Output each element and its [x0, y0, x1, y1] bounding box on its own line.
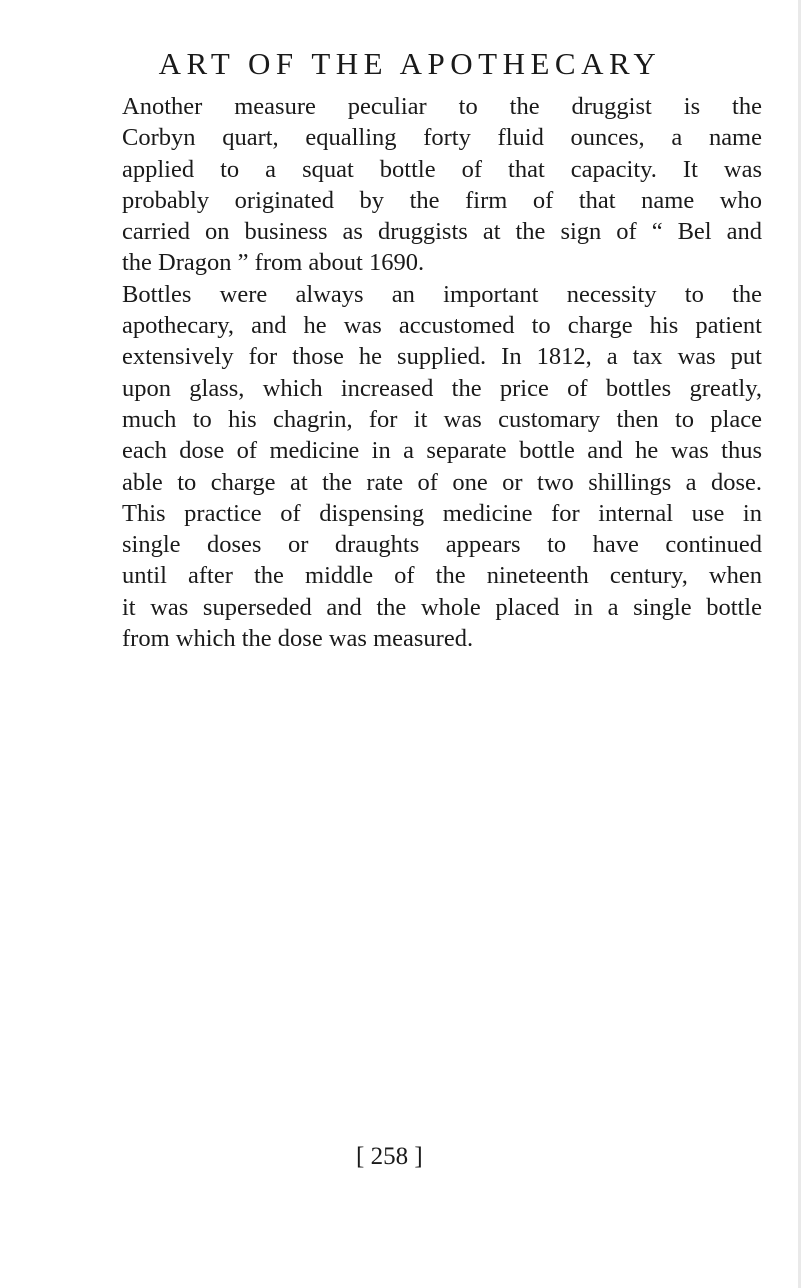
text-line: single doses or draughts appears to have continued — [122, 531, 762, 559]
text-line: Corbyn quart, equalling forty fluid ounces, a name — [122, 124, 762, 152]
text-line: Another measure peculiar to the druggist is the — [122, 93, 762, 120]
paragraph-bottles — [122, 279, 762, 655]
text-line: from which the dose was measured. — [122, 625, 474, 653]
text-line: extensively for those he supplied. In 1812, a tax was put — [122, 343, 762, 371]
text-line: each dose of medicine in a separate bottle and he was thus — [122, 437, 762, 465]
text-line: it was superseded and the whole placed in a single bottle — [122, 593, 762, 621]
text-line: probably originated by the firm of that name who — [122, 186, 762, 214]
text-line: the Dragon ” from about 1690. — [122, 249, 425, 277]
text-line: able to charge at the rate of one or two shillings a dose. — [122, 468, 762, 496]
text-line: until after the middle of the nineteenth century, when — [122, 562, 762, 590]
text-line: applied to a squat bottle of that capacity. It was — [122, 155, 762, 183]
text-line: apothecary, and he was accustomed to charge his patient — [122, 312, 762, 340]
text-line: This practice of dispensing medicine for internal use in — [122, 499, 762, 527]
paragraph-corbyn-quart — [122, 91, 762, 279]
running-head: ART OF THE APOTHECARY — [158, 46, 662, 81]
text-line: Bottles were always an important necessity to the — [122, 280, 762, 308]
page-number: [ 258 ] — [356, 1143, 423, 1170]
text-line: much to his chagrin, for it was customary then to place — [122, 405, 762, 433]
text-line: carried on business as druggists at the sign of “ Bel and — [122, 218, 762, 246]
body-text — [122, 91, 762, 654]
text-line: upon glass, which increased the price of bottles greatly, — [122, 374, 762, 402]
